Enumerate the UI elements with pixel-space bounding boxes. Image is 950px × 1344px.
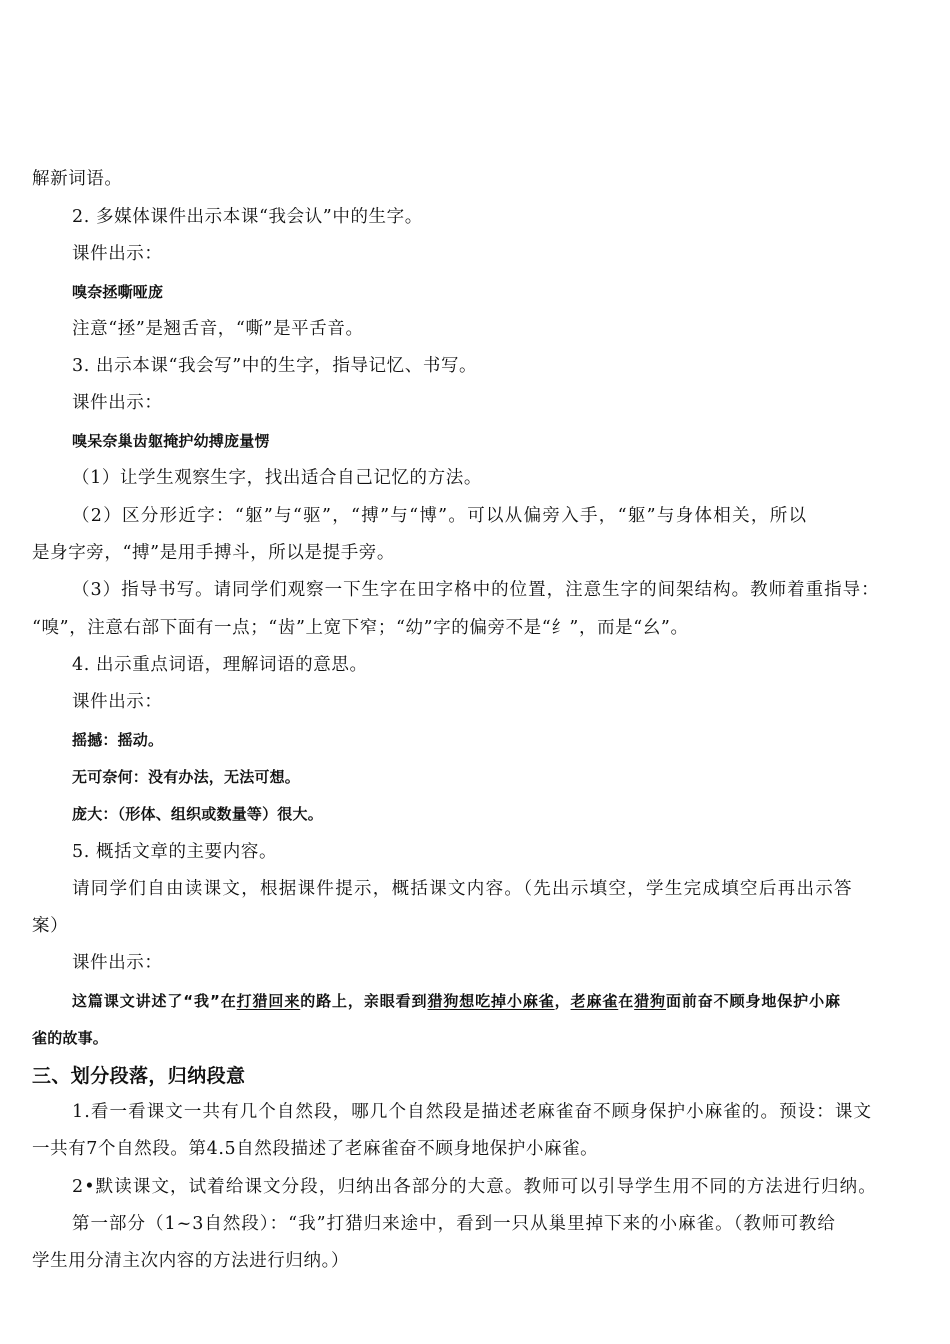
paragraph-line: “嗅”，注意右部下面有一点；“齿”上宽下窄；“幼”字的偏旁不是“纟”，而是“幺”。 (32, 618, 689, 638)
paragraph-line: （2）区分形近字：“躯”与“驱”，“搏”与“博”。可以从偏旁入手，“躯”与身体相关，所以 (72, 506, 808, 526)
paragraph-line: 解新词语。 (32, 169, 123, 189)
summary-text: 在 (618, 992, 635, 1010)
summary-text: ， (554, 992, 571, 1010)
courseware-characters: 嗅呆奈巢齿躯掩护幼搏庞量愣 (72, 432, 270, 450)
fill-blank-answer: 打猎回来 (236, 992, 301, 1010)
paragraph-line: 2•默读课文，试着给课文分段，归纳出各部分的大意。教师可以引导学生用不同的方法进行归纳。 (72, 1177, 877, 1197)
paragraph-line: 课件出示： (72, 393, 163, 413)
paragraph-line: 第一部分（1~3自然段）：“我”打猎归来途中，看到一只从巢里掉下来的小麻雀。（教师可教给 (72, 1214, 836, 1234)
summary-line (72, 989, 841, 1013)
paragraph-line: 是身字旁，“搏”是用手搏斗，所以是提手旁。 (32, 543, 395, 563)
paragraph-line: 案） (32, 916, 69, 936)
paragraph-line: （3）指导书写。请同学们观察一下生字在田字格中的位置，注意生字的间架结构。教师着重指导： (72, 580, 880, 600)
paragraph-line: 注意“拯”是翘舌音，“嘶”是平舌音。 (72, 319, 364, 339)
paragraph-line: 请同学们自由读课文，根据课件提示，概括课文内容。（先出示填空，学生完成填空后再出示答 (72, 879, 853, 899)
vocabulary-item: 无可奈何：没有办法，无法可想。 (72, 768, 301, 786)
courseware-characters: 嗅奈拯嘶哑庞 (72, 283, 164, 301)
vocabulary-item: 庞大：（形体、组织或数量等）很大。 (72, 805, 323, 823)
fill-blank-answer: 猎狗 (634, 992, 666, 1010)
paragraph-line: 2. 多媒体课件出示本课“我会认”中的生字。 (72, 207, 423, 227)
summary-text: 的路上，亲眼看到 (300, 992, 428, 1010)
fill-blank-answer: 猎狗想吃掉小麻雀 (427, 992, 555, 1010)
paragraph-line: 4. 出示重点词语，理解词语的意思。 (72, 655, 368, 675)
paragraph-line: 1.看一看课文一共有几个自然段，哪几个自然段是描述老麻雀奋不顾身保护小麻雀的。预设：课文 (72, 1102, 873, 1122)
section-heading: 三、划分段落，归纳段意 (32, 1065, 246, 1087)
paragraph-line: 一共有7个自然段。第4.5自然段描述了老麻雀奋不顾身地保护小麻雀。 (32, 1139, 599, 1159)
paragraph-line: 学生用分清主次内容的方法进行归纳。） (32, 1251, 350, 1271)
paragraph-line: 课件出示： (72, 953, 163, 973)
summary-text: 这篇课文讲述了“我”在 (72, 992, 237, 1010)
summary-text: 面前奋不顾身地保护小麻 (665, 992, 841, 1010)
paragraph-line: （1）让学生观察生字，找出适合自己记忆的方法。 (72, 468, 482, 488)
summary-line: 雀的故事。 (32, 1029, 109, 1047)
paragraph-line: 3. 出示本课“我会写”中的生字，指导记忆、书写。 (72, 356, 478, 376)
paragraph-line: 课件出示： (72, 692, 163, 712)
paragraph-line: 课件出示： (72, 244, 163, 264)
paragraph-line: 5. 概括文章的主要内容。 (72, 842, 278, 862)
fill-blank-answer: 老麻雀 (570, 992, 619, 1010)
vocabulary-item: 摇撼：摇动。 (72, 731, 164, 749)
